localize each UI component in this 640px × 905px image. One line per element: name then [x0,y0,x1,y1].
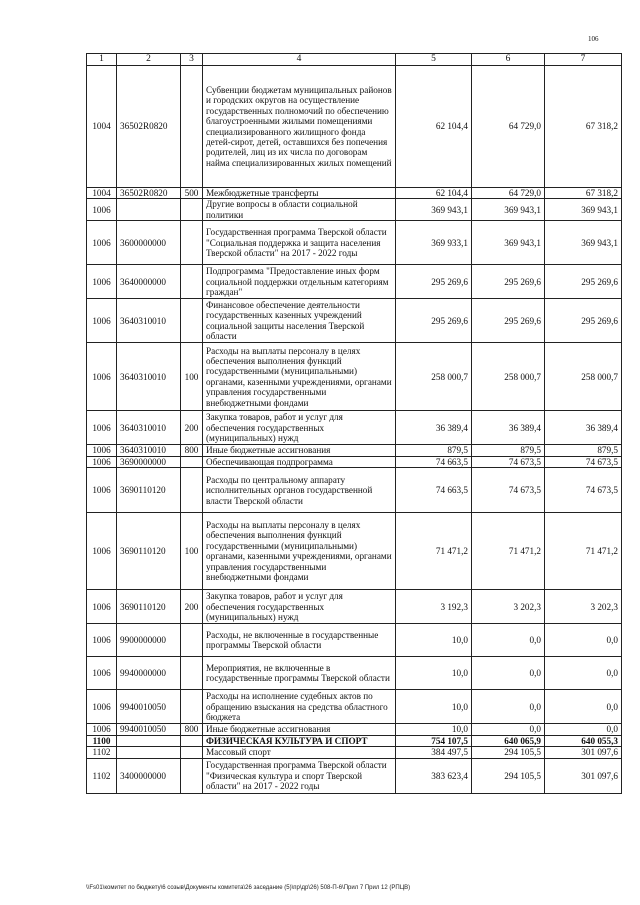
amount-2022-cell: 258 000,7 [545,343,622,411]
amount-2022-cell: 0,0 [545,657,622,690]
expense-type-cell: 800 [181,445,203,456]
amount-2021-cell: 294 105,5 [472,747,545,758]
expense-type-cell: 500 [181,188,203,199]
target-code-cell: 3690110120 [117,468,181,513]
section-code-cell: 1006 [87,199,117,221]
amount-2020-cell: 10,0 [396,690,472,724]
description-cell: Расходы на выплаты персоналу в целях обеспечения выполнения функций государственными (муниципальными) органами, казенными учреждениями, органами управления государственными внебюджетными фондами [203,513,396,590]
table-row [87,343,622,411]
target-code-cell: 9940000000 [117,657,181,690]
table-row [87,411,622,445]
description-cell: Финансовое обеспечение деятельности государственных казенных учреждений социальной защиты населения Тверской области [203,299,396,343]
target-code-cell: 3400000000 [117,758,181,793]
section-code-cell: 1006 [87,221,117,265]
expense-type-cell: 100 [181,343,203,411]
amount-2021-cell: 0,0 [472,724,545,735]
description-cell: Расходы по центральному аппарату исполнительных органов государственной власти Тверской области [203,468,396,513]
table-row [87,468,622,513]
target-code-cell: 3640310010 [117,299,181,343]
amount-2021-cell: 3 202,3 [472,590,545,624]
amount-2020-cell: 10,0 [396,624,472,657]
header-cell: 7 [545,54,622,66]
expense-type-cell [181,735,203,746]
budget-table [86,53,622,794]
target-code-cell: 3640000000 [117,265,181,299]
expense-type-cell [181,221,203,265]
description-cell: Массовый спорт [203,747,396,758]
table-row [87,299,622,343]
amount-2021-cell: 0,0 [472,690,545,724]
amount-2021-cell: 294 105,5 [472,758,545,793]
amount-2022-cell: 301 097,6 [545,758,622,793]
table-row [87,188,622,199]
section-code-cell: 1006 [87,265,117,299]
amount-2022-cell: 0,0 [545,724,622,735]
amount-2020-cell: 295 269,6 [396,299,472,343]
target-code-cell: 3690110120 [117,590,181,624]
target-code-cell: 3640310010 [117,411,181,445]
description-cell: Расходы на выплаты персоналу в целях обеспечения выполнения функций государственными (муниципальными) органами, казенными учреждениями, органами управления государственными внебюджетными фондами [203,343,396,411]
amount-2020-cell: 295 269,6 [396,265,472,299]
header-cell: 6 [472,54,545,66]
table-row [87,265,622,299]
target-code-cell: 3690000000 [117,456,181,467]
description-cell: Расходы, не включенные в государственные программы Тверской области [203,624,396,657]
amount-2022-cell: 369 943,1 [545,221,622,265]
header-cell: 4 [203,54,396,66]
table-row [87,221,622,265]
amount-2020-cell: 10,0 [396,657,472,690]
table-row [87,456,622,467]
target-code-cell: 3600000000 [117,221,181,265]
expense-type-cell [181,690,203,724]
section-code-cell: 1006 [87,513,117,590]
amount-2021-cell: 295 269,6 [472,265,545,299]
header-cell: 5 [396,54,472,66]
amount-2021-cell: 258 000,7 [472,343,545,411]
amount-2022-cell: 36 389,4 [545,411,622,445]
expense-type-cell: 200 [181,590,203,624]
amount-2022-cell: 295 269,6 [545,265,622,299]
description-cell: Иные бюджетные ассигнования [203,445,396,456]
expense-type-cell: 800 [181,724,203,735]
section-code-cell: 1006 [87,343,117,411]
expense-type-cell [181,468,203,513]
header-cell: 1 [87,54,117,66]
section-code-cell: 1006 [87,468,117,513]
target-code-cell [117,735,181,746]
section-code-cell: 1006 [87,299,117,343]
section-code-cell: 1006 [87,445,117,456]
amount-2020-cell: 10,0 [396,724,472,735]
amount-2021-cell: 0,0 [472,657,545,690]
section-code-cell: 1100 [87,735,117,746]
amount-2022-cell: 67 318,2 [545,188,622,199]
table-row [87,513,622,590]
amount-2020-cell: 879,5 [396,445,472,456]
expense-type-cell: 100 [181,513,203,590]
description-cell: Подпрограмма "Предоставление иных форм социальной поддержки отдельным категориям граждан" [203,265,396,299]
amount-2021-cell: 369 943,1 [472,221,545,265]
description-cell: Межбюджетные трансферты [203,188,396,199]
amount-2020-cell: 62 104,4 [396,188,472,199]
amount-2021-cell: 369 943,1 [472,199,545,221]
amount-2020-cell: 36 389,4 [396,411,472,445]
amount-2021-cell: 879,5 [472,445,545,456]
table-row [87,747,622,758]
amount-2022-cell: 3 202,3 [545,590,622,624]
amount-2020-cell: 258 000,7 [396,343,472,411]
amount-2020-cell: 3 192,3 [396,590,472,624]
table-row [87,657,622,690]
amount-2020-cell: 384 497,5 [396,747,472,758]
description-cell: Мероприятия, не включенные в государственные программы Тверской области [203,657,396,690]
table-row [87,758,622,793]
target-code-cell: 36502R0820 [117,188,181,199]
section-code-cell: 1006 [87,657,117,690]
amount-2021-cell: 71 471,2 [472,513,545,590]
section-code-cell: 1006 [87,690,117,724]
description-cell: Субвенции бюджетам муниципальных районов и городских округов на осуществление государственных полномочий по обеспечению благоустроенными жилыми помещениями специализированного жилищного фонда детей-сирот, детей, оставшихся без попечения родителей, лиц из их числа по договорам найма специализированных жилых помещений [203,66,396,188]
amount-2022-cell: 301 097,6 [545,747,622,758]
expense-type-cell [181,657,203,690]
table-row [87,624,622,657]
expense-type-cell [181,299,203,343]
description-cell: Государственная программа Тверской области "Физическая культура и спорт Тверской области" на 2017 - 2022 годы [203,758,396,793]
amount-2021-cell: 36 389,4 [472,411,545,445]
expense-type-cell [181,265,203,299]
amount-2020-cell: 754 107,5 [396,735,472,746]
description-cell: Обеспечивающая подпрограмма [203,456,396,467]
table-row [87,199,622,221]
section-code-cell: 1006 [87,724,117,735]
target-code-cell: 3640310010 [117,343,181,411]
expense-type-cell [181,624,203,657]
description-cell: Закупка товаров, работ и услуг для обеспечения государственных (муниципальных) нужд [203,590,396,624]
amount-2022-cell: 0,0 [545,624,622,657]
amount-2021-cell: 295 269,6 [472,299,545,343]
amount-2020-cell: 369 933,1 [396,221,472,265]
target-code-cell: 9940010050 [117,724,181,735]
amount-2022-cell: 0,0 [545,690,622,724]
target-code-cell: 9940010050 [117,690,181,724]
table-row [87,590,622,624]
description-cell: Закупка товаров, работ и услуг для обеспечения государственных (муниципальных) нужд [203,411,396,445]
file-path-footer: \\Fs01\комитет по бюджету\6 созыв\Документы комитета\26 заседание (5)\пр\др\26) 508-П-6\Прил 7 Прил 12 (РПЦВ) [86,885,411,891]
section-code-cell: 1004 [87,66,117,188]
section-code-cell: 1006 [87,456,117,467]
target-code-cell [117,199,181,221]
amount-2021-cell: 74 673,5 [472,468,545,513]
table-row [87,690,622,724]
amount-2022-cell: 295 269,6 [545,299,622,343]
amount-2020-cell: 369 943,1 [396,199,472,221]
amount-2020-cell: 74 663,5 [396,468,472,513]
target-code-cell: 36502R0820 [117,66,181,188]
amount-2022-cell: 640 055,3 [545,735,622,746]
header-row [87,54,622,66]
amount-2021-cell: 0,0 [472,624,545,657]
description-cell: ФИЗИЧЕСКАЯ КУЛЬТУРА И СПОРТ [203,735,396,746]
expense-type-cell [181,758,203,793]
amount-2020-cell: 71 471,2 [396,513,472,590]
target-code-cell [117,747,181,758]
page-number: 106 [588,35,599,43]
amount-2021-cell: 64 729,0 [472,66,545,188]
description-cell: Расходы на исполнение судебных актов по обращению взыскания на средства областного бюджета [203,690,396,724]
amount-2020-cell: 383 623,4 [396,758,472,793]
amount-2021-cell: 74 673,5 [472,456,545,467]
expense-type-cell [181,66,203,188]
table-row [87,735,622,746]
section-code-cell: 1102 [87,758,117,793]
amount-2022-cell: 74 673,5 [545,468,622,513]
table-row [87,445,622,456]
header-cell: 2 [117,54,181,66]
description-cell: Иные бюджетные ассигнования [203,724,396,735]
expense-type-cell [181,747,203,758]
amount-2021-cell: 64 729,0 [472,188,545,199]
section-code-cell: 1006 [87,624,117,657]
target-code-cell: 3640310010 [117,445,181,456]
expense-type-cell: 200 [181,411,203,445]
table-row [87,724,622,735]
amount-2022-cell: 879,5 [545,445,622,456]
section-code-cell: 1006 [87,411,117,445]
expense-type-cell [181,456,203,467]
description-cell: Другие вопросы в области социальной политики [203,199,396,221]
amount-2020-cell: 74 663,5 [396,456,472,467]
section-code-cell: 1004 [87,188,117,199]
target-code-cell: 3690110120 [117,513,181,590]
header-cell: 3 [181,54,203,66]
amount-2022-cell: 71 471,2 [545,513,622,590]
amount-2022-cell: 369 943,1 [545,199,622,221]
amount-2021-cell: 640 065,9 [472,735,545,746]
section-code-cell: 1102 [87,747,117,758]
table-row [87,66,622,188]
amount-2022-cell: 67 318,2 [545,66,622,188]
target-code-cell: 9900000000 [117,624,181,657]
expense-type-cell [181,199,203,221]
section-code-cell: 1006 [87,590,117,624]
description-cell: Государственная программа Тверской области "Социальная поддержка и защита населения Тверской области" на 2017 - 2022 годы [203,221,396,265]
amount-2022-cell: 74 673,5 [545,456,622,467]
amount-2020-cell: 62 104,4 [396,66,472,188]
